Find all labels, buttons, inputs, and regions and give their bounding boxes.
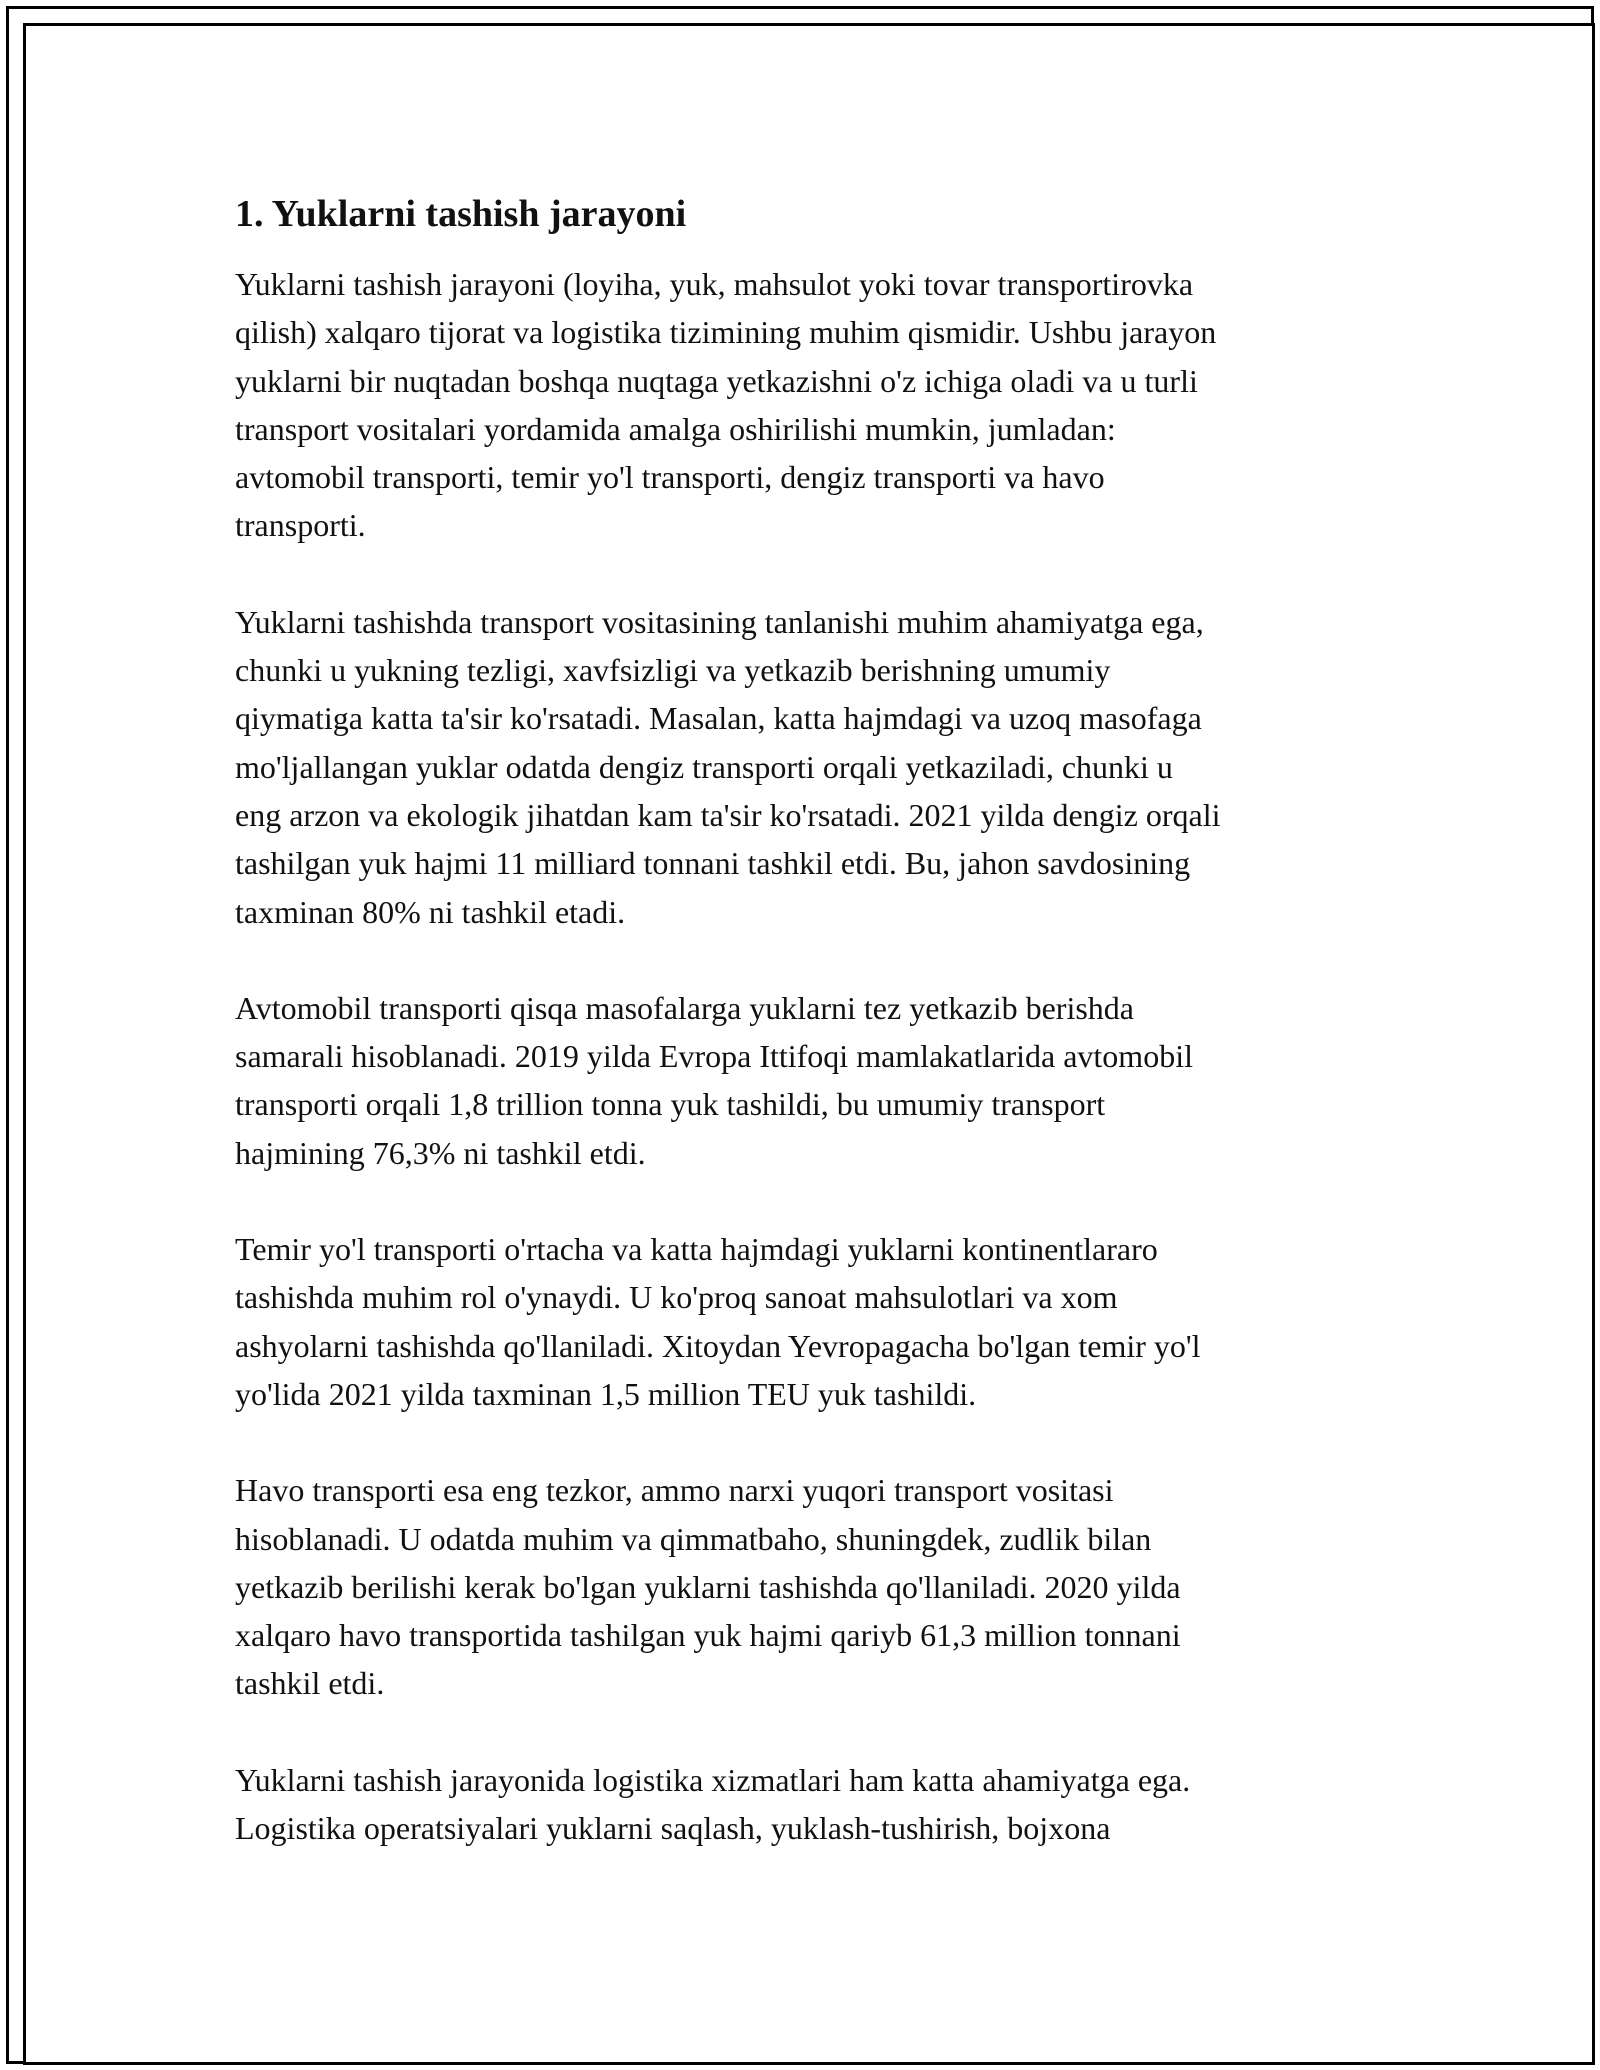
text-line: Yuklarni tashishda transport vositasining tanlanishi muhim ahamiyatga ega, <box>235 603 1204 640</box>
text-line: xalqaro havo transportida tashilgan yuk hajmi qariyb 61,3 million tonnani <box>235 1617 1181 1654</box>
paragraph-logistics <box>235 1756 1375 1853</box>
text-line: Logistika operatsiyalari yuklarni saqlash, yuklash-tushirish, bojxona <box>235 1810 1111 1847</box>
text-line: Yuklarni tashish jarayoni (loyiha, yuk, mahsulot yoki tovar transportirovka <box>235 266 1194 302</box>
text-line: tashishda muhim rol o'ynaydi. U ko'proq sanoat mahsulotlari va xom <box>235 1279 1118 1316</box>
text-line: transport vositalari yordamida amalga oshirilishi mumkin, jumladan: <box>235 410 1116 447</box>
text-line: ashyolarni tashishda qo'llaniladi. Xitoydan Yevropagacha bo'lgan temir yo'l <box>235 1327 1201 1364</box>
text-line: Yuklarni tashish jarayonida logistika xizmatlari ham katta ahamiyatga ega. <box>235 1761 1191 1798</box>
paragraph-intro <box>235 260 1375 550</box>
section-heading: 1. Yuklarni tashish jarayoni <box>235 193 687 235</box>
text-line: yo'lida 2021 yilda taxminan 1,5 million TEU yuk tashildi. <box>235 1375 977 1412</box>
text-line: tashilgan yuk hajmi 11 milliard tonnani tashkil etdi. Bu, jahon savdosining <box>235 845 1191 882</box>
text-line: hisoblanadi. U odatda muhim va qimmatbaho, shuningdek, zudlik bilan <box>235 1520 1152 1557</box>
text-line: qiymatiga katta ta'sir ko'rsatadi. Masalan, katta hajmdagi va uzoq masofaga <box>235 700 1202 737</box>
text-line: chunki u yukning tezligi, xavfsizligi va yetkazib berishning umumiy <box>235 652 1111 689</box>
text-line: transporti orqali 1,8 trillion tonna yuk tashildi, bu umumiy transport <box>235 1086 1106 1123</box>
text-line: Avtomobil transporti qisqa masofalarga yuklarni tez yetkazib berishda <box>235 989 1134 1026</box>
text-line: yuklarni bir nuqtadan boshqa nuqtaga yetkazishni o'z ichiga oladi va u turli <box>235 362 1198 399</box>
paragraph-transport-choice <box>235 598 1375 936</box>
text-line: transporti. <box>235 507 366 544</box>
text-line: eng arzon va ekologik jihatdan kam ta'sir ko'rsatadi. 2021 yilda dengiz orqali <box>235 796 1221 833</box>
text-line: mo'ljallangan yuklar odatda dengiz transporti orqali yetkaziladi, chunki u <box>235 748 1173 785</box>
paragraph-road-transport <box>235 984 1375 1177</box>
text-line: tashkil etdi. <box>235 1665 385 1702</box>
text-line: taxminan 80% ni tashkil etadi. <box>235 893 626 930</box>
text-line: Havo transporti esa eng tezkor, ammo narxi yuqori transport vositasi <box>235 1472 1114 1509</box>
text-line: qilish) xalqaro tijorat va logistika tizimining muhim qismidir. Ushbu jarayon <box>235 314 1217 351</box>
text-line: samarali hisoblanadi. 2019 yilda Evropa Ittifoqi mamlakatlarida avtomobil <box>235 1038 1193 1075</box>
document-body <box>235 190 1375 1900</box>
text-line: hajmining 76,3% ni tashkil etdi. <box>235 1134 646 1171</box>
text-line: Temir yo'l transporti o'rtacha va katta hajmdagi yuklarni kontinentlararo <box>235 1231 1158 1268</box>
text-line: avtomobil transporti, temir yo'l transporti, dengiz transporti va havo <box>235 459 1105 496</box>
paragraph-rail-transport <box>235 1225 1375 1418</box>
text-line: yetkazib berilishi kerak bo'lgan yuklarni tashishda qo'llaniladi. 2020 yilda <box>235 1568 1181 1605</box>
paragraph-air-transport <box>235 1466 1375 1707</box>
